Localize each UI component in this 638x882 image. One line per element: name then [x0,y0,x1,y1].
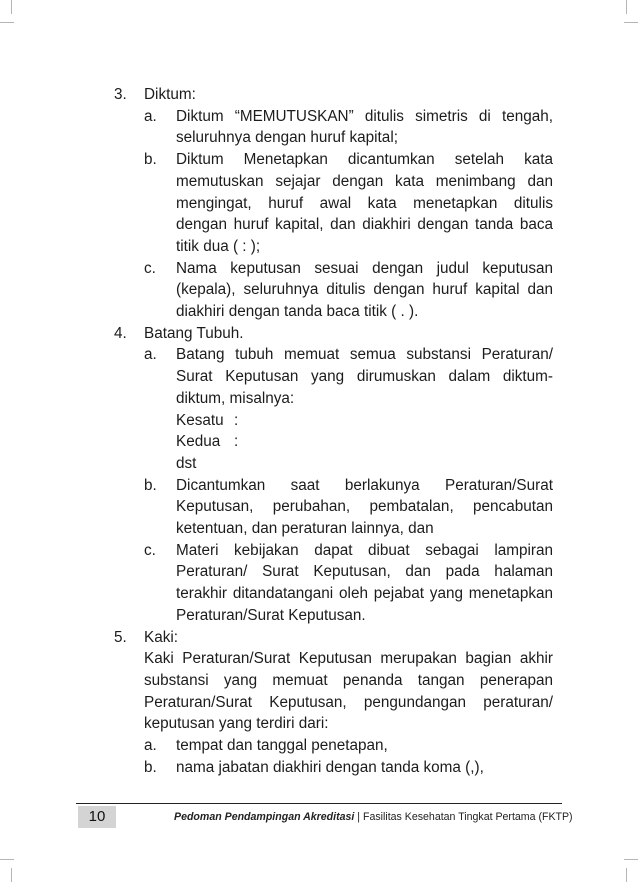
item-heading: Batang Tubuh. [144,324,244,342]
sub-item-letter: c. [144,541,156,559]
sub-item-letter: a. [144,107,157,125]
sub-item-text-line: Peraturan/Surat Keputusan. [176,606,366,624]
sub-item-text-line: (kepala), seluruhnya ditulis dengan huruf kapital dan [176,281,553,299]
crop-mark-bottom-right [626,868,627,882]
paragraph-line: Peraturan/Surat Keputusan, pengundangan peraturan/ [144,693,553,711]
sub-item-text-line: dengan huruf kapital, dan diakhiri dengan tanda baca [176,216,553,234]
footer-title: Pedoman Pendampingan Akreditasi [174,811,355,823]
sub-item-text-line: Diktum “MEMUTUSKAN” ditulis simetris di tengah, [176,107,553,125]
sub-item-text-line: Surat Keputusan yang dirumuskan dalam diktum- [176,368,553,386]
numbered-item [0,84,638,106]
item-number: 4. [114,324,127,342]
crop-mark-top-left [11,0,12,14]
running-footer [174,806,573,828]
sub-item-text-line: diakhiri dengan tanda baca titik ( . ). [176,303,419,320]
crop-mark-top-right-h [624,22,638,23]
item-number: 5. [114,628,127,646]
sub-item-text-line: Materi kebijakan dapat dibuat sebagai lampiran [176,541,553,559]
sub-item-text-line: Diktum Menetapkan dicantumkan setelah kata [176,151,553,169]
sub-item-text-line: nama jabatan diakhiri dengan tanda koma (,), [176,758,484,776]
sub-item-text-line: Batang tubuh memuat semua substansi Peraturan/ [176,346,553,364]
sub-item-text-line: Dicantumkan saat berlakunya Peraturan/Surat [176,476,553,494]
sub-item-text-line: Keputusan, perubahan, pembatalan, pencabutan [176,498,553,516]
sub-item-letter: b. [144,476,157,494]
example-colon: : [234,411,239,429]
sub-item-letter: a. [144,737,157,754]
paragraph-line: keputusan yang terdiri dari: [144,715,329,733]
crop-mark-bottom-left [11,868,12,882]
example-term: dst [176,454,197,472]
sub-item-letter: c. [144,259,156,277]
sub-item-text-line: titik dua ( : ); [176,237,261,255]
sub-item-text-line: terakhir ditandatangani oleh pejabat yang menetapkan [176,585,553,603]
item-number: 3. [114,86,127,103]
crop-mark-top-right [626,0,627,14]
sub-item-text-line: ketentuan, dan peraturan lainnya, dan [176,520,434,537]
crop-mark-bottom-right-h [624,859,638,860]
sub-item-text-line: mengingat, huruf awal kata menetapkan ditulis [176,194,553,212]
paragraph-line: substansi yang memuat penanda tangan penerapan [144,671,553,689]
sub-item-text-line: seluruhnya dengan huruf kapital; [176,129,398,147]
sub-item-text-line: diktum, misalnya: [176,389,295,407]
sub-item-letter: a. [144,346,157,364]
paragraph-line: Kaki Peraturan/Surat Keputusan merupakan bagian akhir [144,650,553,668]
example-term: Kedua [176,433,221,451]
footer-rule [76,803,562,804]
example-term: Kesatu [176,411,224,429]
crop-mark-top-left-h [0,22,14,23]
numbered-item [0,323,638,345]
sub-item-text-line: tempat dan tanggal penetapan, [176,737,388,754]
crop-mark-bottom-left-h [0,859,14,860]
sub-item-text-line: Peraturan/ Surat Keputusan, dan pada halaman [176,563,553,581]
footer-subtitle: Fasilitas Kesehatan Tingkat Pertama (FKTP) [362,811,573,823]
sub-item-letter: b. [144,758,157,776]
sub-item-text-line: Nama keputusan sesuai dengan judul keputusan [176,259,553,277]
footer-separator: | [354,811,363,823]
item-heading: Kaki: [144,628,179,646]
sub-item-text-line: memutuskan sejajar dengan kata menimbang dan [176,172,553,190]
numbered-item [0,627,638,649]
item-heading: Diktum: [144,86,196,103]
example-colon: : [234,433,239,451]
page-number: 10 [78,806,116,828]
sub-item-letter: b. [144,151,157,169]
